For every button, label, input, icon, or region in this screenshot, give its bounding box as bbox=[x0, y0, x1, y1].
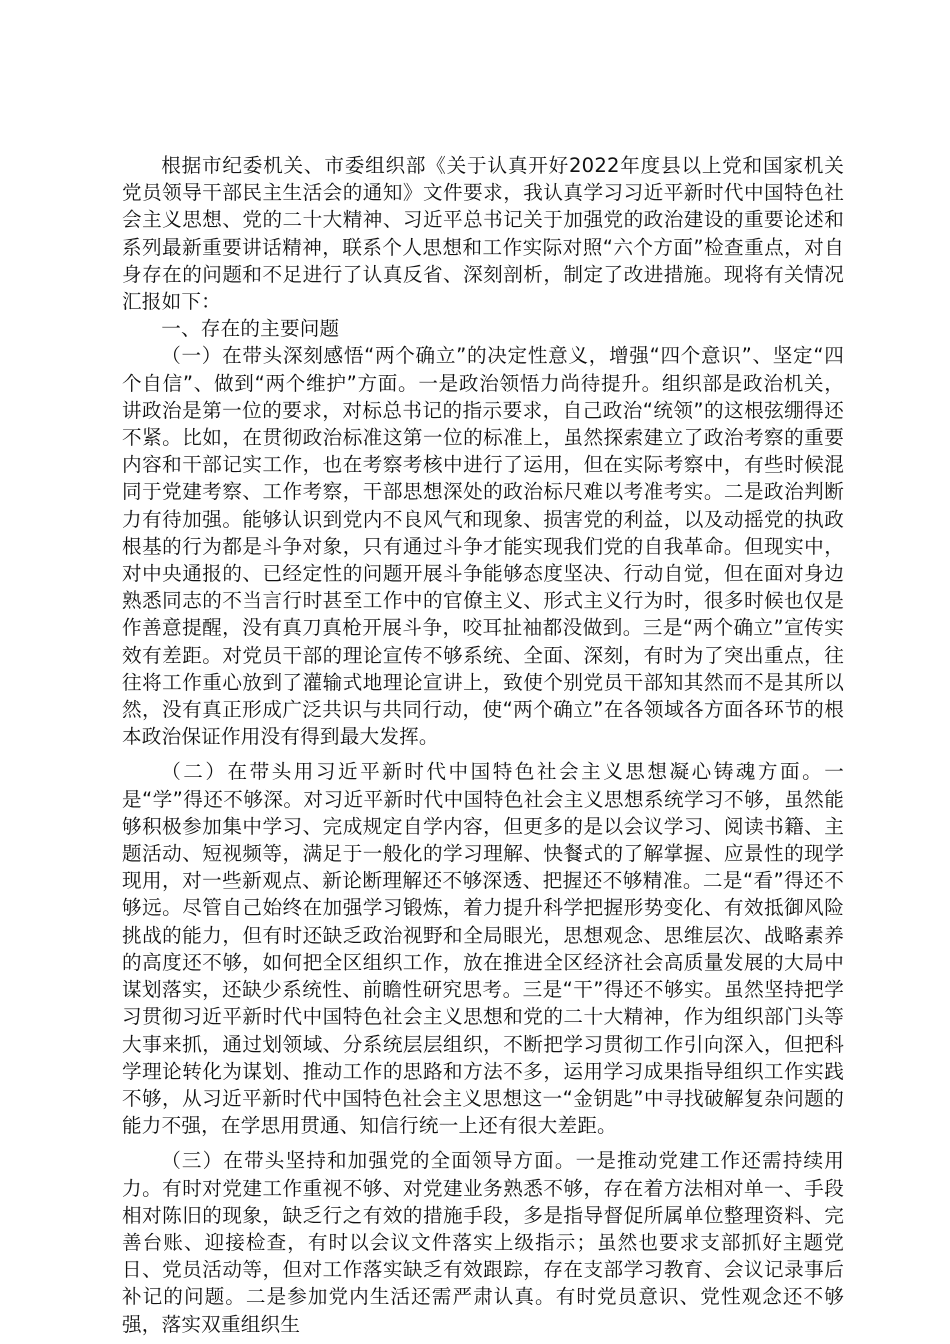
section-heading: 一、存在的主要问题 bbox=[161, 317, 340, 341]
paragraph-3: （三）在带头坚持和加强党的全面领导方面。一是推动党建工作还需持续用力。有时对党建工作重视不够、对党建业务熟悉不够，存在着方法相对单一、手段相对陈旧的现象，缺乏行之有效的措施手段，多是指导督促所属单位整理资料、完善台账、迎接检查，有时以会议文件落实上级指示；虽然也要求支部抓好主题党日、党员活动等，但对工作落实缺乏有效跟踪，存在支部学习教育、会议记录事后补记的问题。二是参加党内生活还需严肃认真。有时党员意识、党性观念还不够强，落实双重组织生 bbox=[122, 1149, 844, 1336]
paragraph-2: （二）在带头用习近平新时代中国特色社会主义思想凝心铸魂方面。一是“学”得还不够深。对习近平新时代中国特色社会主义思想系统学习不够，虽然能够积极参加集中学习、完成规定自学内容，但更多的是以会议学习、阅读书籍、主题活动、短视频等，满足于一般化的学习理解、快餐式的了解掌握、应景性的现学现用，对一些新观点、新论断理解还不够深透、把握还不够精准。二是“看”得还不够远。尽管自己始终在加强学习锻炼，着力提升科学把握形势变化、有效抵御风险挑战的能力，但有时还缺乏政治视野和全局眼光，思想观念、思维层次、战略素养的高度还不够，如何把全区组织工作，放在推进全区经济社会高质量发展的大局中谋划落实，还缺少系统性、前瞻性研究思考。三是“干”得还不够实。虽然坚持把学习贯彻习近平新时代中国特色社会主义思想和党的二十大精神，作为组织部门头等大事来抓，通过划领域、分系统层层组织，不断把学习贯彻工作引向深入，但把科学理论转化为谋划、推动工作的思路和方法不多，运用学习成果指导组织工作实践不够，从习近平新时代中国特色社会主义思想这一“金钥匙”中寻找破解复杂问题的能力不强，在学思用贯通、知信行统一上还有很大差距。 bbox=[122, 760, 844, 1138]
document-body bbox=[122, 152, 844, 1338]
intro-paragraph: 根据市纪委机关、市委组织部《关于认真开好2022年度县以上党和国家机关党员领导干部民主生活会的通知》文件要求，我认真学习习近平新时代中国特色社会主义思想、党的二十大精神、习近平总书记关于加强党的政治建设的重要论述和系列最新重要讲话精神，联系个人思想和工作实际对照“六个方面”检查重点，对自身存在的问题和不足进行了认真反省、深刻剖析，制定了改进措施。现将有关情况汇报如下： bbox=[122, 154, 844, 314]
paragraph-1: （一）在带头深刻感悟“两个确立”的决定性意义，增强“四个意识”、坚定“四个自信”、做到“两个维护”方面。一是政治领悟力尚待提升。组织部是政治机关，讲政治是第一位的要求，对标总书记的指示要求，自己政治“统领”的这根弦绷得还不紧。比如，在贯彻政治标准这第一位的标准上，虽然探索建立了政治考察的重要内容和干部记实工作，也在考察考核中进行了运用，但在实际考察中，有些时候混同于党建考察、工作考察，干部思想深处的政治标尺难以考准考实。二是政治判断力有待加强。能够认识到党内不良风气和现象、损害党的利益，以及动摇党的执政根基的行为都是斗争对象，只有通过斗争才能实现我们党的自我革命。但现实中，对中央通报的、已经定性的问题开展斗争能够态度坚决、行动自觉，但在面对身边熟悉同志的不当言行时甚至工作中的官僚主义、形式主义行为时，很多时候也仅是作善意提醒，没有真刀真枪开展斗争，咬耳扯袖都没做到。三是“两个确立”宣传实效有差距。对党员干部的理论宣传不够系统、全面、深刻，有时为了突出重点，往往将工作重心放到了灌输式地理论宣讲上，致使个别党员干部知其然而不是其所以然，没有真正形成广泛共识与共同行动，使“两个确立”在各领域各方面各环节的根本政治保证作用没有得到最大发挥。 bbox=[122, 344, 844, 749]
